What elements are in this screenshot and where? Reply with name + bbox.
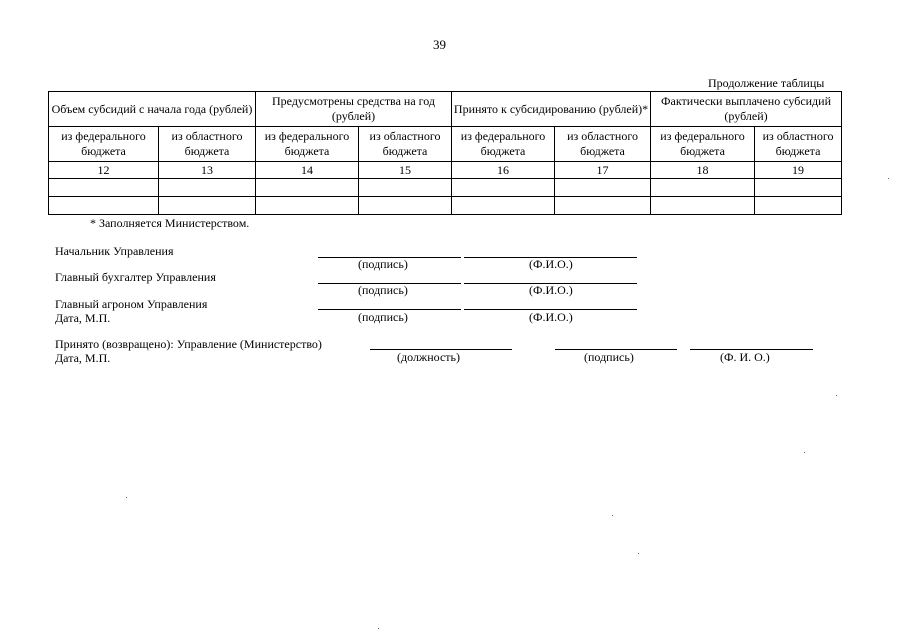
column-number-row — [49, 162, 842, 179]
column-number: 17 — [555, 162, 651, 179]
scan-speck — [378, 628, 379, 629]
table-row — [49, 197, 842, 215]
accepted-signature-caption: (подпись) — [584, 350, 634, 364]
subsidy-table — [48, 91, 842, 215]
column-number: 16 — [452, 162, 555, 179]
column-number: 12 — [49, 162, 159, 179]
head-label: Начальник Управления — [55, 244, 174, 258]
table-cell[interactable] — [359, 179, 452, 197]
accepted-label: Принято (возвращено): Управление (Министерство) — [55, 337, 322, 351]
group-header-volume: Объем субсидий с начала года (рублей) — [49, 92, 256, 127]
table-cell[interactable] — [452, 197, 555, 215]
sub-header-regional: из областного бюджета — [359, 127, 452, 162]
head-signature-caption: (подпись) — [358, 257, 408, 271]
scan-speck — [804, 452, 805, 453]
page-number: 39 — [433, 37, 446, 52]
accountant-fio-caption: (Ф.И.О.) — [529, 283, 573, 297]
sub-header-federal: из федерального бюджета — [256, 127, 359, 162]
agronomist-fio-caption: (Ф.И.О.) — [529, 310, 573, 324]
table-cell[interactable] — [651, 179, 755, 197]
table-cell[interactable] — [359, 197, 452, 215]
table-cell[interactable] — [755, 197, 842, 215]
accountant-label: Главный бухгалтер Управления — [55, 270, 216, 284]
scan-speck — [638, 553, 639, 554]
table-group-header-row — [49, 92, 842, 127]
agronomist-signature-caption: (подпись) — [358, 310, 408, 324]
table-cell[interactable] — [49, 179, 159, 197]
table-row — [49, 179, 842, 197]
table-sub-header-row — [49, 127, 842, 162]
table-cell[interactable] — [49, 197, 159, 215]
agronomist-label: Главный агроном Управления — [55, 297, 208, 311]
accepted-date-label: Дата, М.П. — [55, 351, 111, 365]
table-cell[interactable] — [159, 197, 256, 215]
date-label: Дата, М.П. — [55, 311, 111, 325]
scan-speck — [836, 395, 837, 396]
table-continuation-label: Продолжение таблицы — [708, 76, 825, 90]
sub-header-regional: из областного бюджета — [555, 127, 651, 162]
scan-speck — [126, 497, 127, 498]
sub-header-federal: из федерального бюджета — [452, 127, 555, 162]
sub-header-regional: из областного бюджета — [755, 127, 842, 162]
table-cell[interactable] — [555, 179, 651, 197]
table-cell[interactable] — [452, 179, 555, 197]
column-number: 13 — [159, 162, 256, 179]
table-cell[interactable] — [555, 197, 651, 215]
table-cell[interactable] — [256, 197, 359, 215]
sub-header-federal: из федерального бюджета — [49, 127, 159, 162]
group-header-planned: Предусмотрены средства на год (рублей) — [256, 92, 452, 127]
table-cell[interactable] — [651, 197, 755, 215]
sub-header-federal: из федерального бюджета — [651, 127, 755, 162]
footnote: * Заполняется Министерством. — [90, 216, 250, 230]
column-number: 18 — [651, 162, 755, 179]
sub-header-regional: из областного бюджета — [159, 127, 256, 162]
scan-speck — [888, 178, 889, 179]
table-cell[interactable] — [159, 179, 256, 197]
head-fio-caption: (Ф.И.О.) — [529, 257, 573, 271]
column-number: 14 — [256, 162, 359, 179]
column-number: 15 — [359, 162, 452, 179]
position-caption: (должность) — [397, 350, 460, 364]
scan-speck — [612, 515, 613, 516]
group-header-paid: Фактически выплачено субсидий (рублей) — [651, 92, 842, 127]
table-cell[interactable] — [256, 179, 359, 197]
table-cell[interactable] — [755, 179, 842, 197]
accountant-signature-caption: (подпись) — [358, 283, 408, 297]
accepted-fio-caption: (Ф. И. О.) — [720, 350, 770, 364]
column-number: 19 — [755, 162, 842, 179]
group-header-accepted: Принято к субсидированию (рублей)* — [452, 92, 651, 127]
